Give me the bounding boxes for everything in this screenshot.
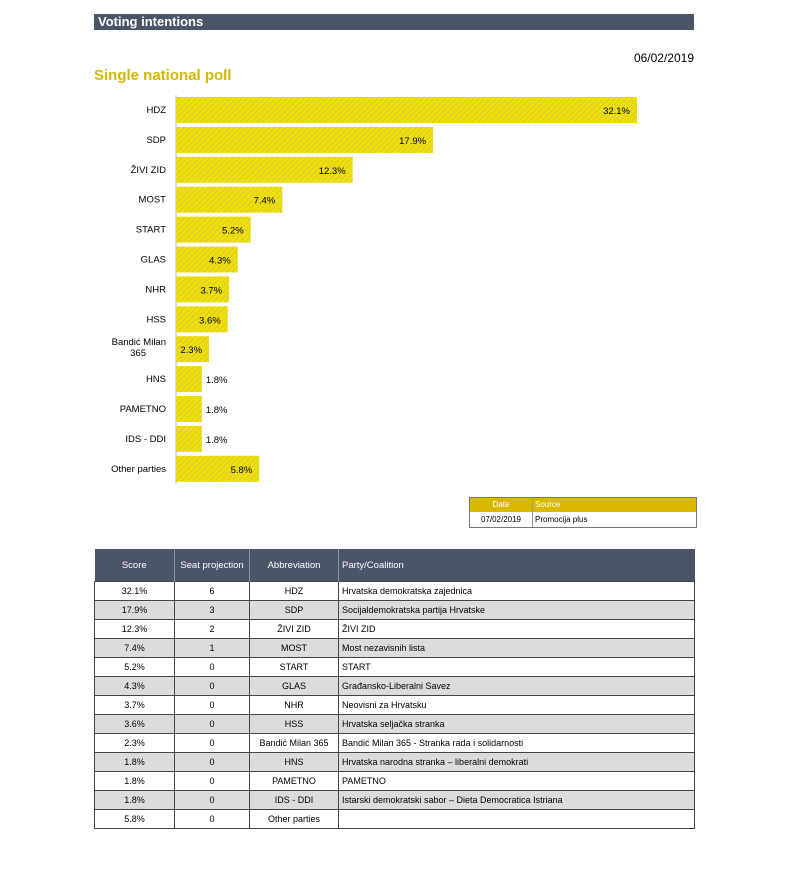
value-label: 3.7%: [200, 285, 223, 297]
category-label: ŽIVI ZID: [130, 164, 166, 176]
table-row: [95, 639, 695, 658]
seat-cell: 0: [175, 772, 250, 791]
seat-cell: 1: [175, 639, 250, 658]
seat-projection-header: Seat projection: [175, 549, 250, 582]
seat-cell: 0: [175, 734, 250, 753]
bar: [176, 97, 637, 123]
table-row: [95, 753, 695, 772]
abbreviation-cell: ŽIVI ZID: [250, 620, 339, 639]
abbreviation-cell: NHR: [250, 696, 339, 715]
abbreviation-cell: IDS - DDI: [250, 791, 339, 810]
category-label: GLAS: [140, 254, 166, 266]
category-label: HNS: [145, 374, 166, 386]
party-cell: START: [339, 658, 695, 677]
value-label: 5.2%: [222, 225, 244, 237]
score-cell: 17.9%: [95, 601, 175, 620]
abbreviation-cell: START: [250, 658, 339, 677]
party-cell: ŽIVI ZID: [339, 620, 695, 639]
table-row: [95, 601, 695, 620]
abbreviation-cell: HDZ: [250, 582, 339, 601]
table-row: [95, 677, 695, 696]
abbreviation-cell: PAMETNO: [250, 772, 339, 791]
seat-cell: 0: [175, 658, 250, 677]
table-row: [95, 791, 695, 810]
seat-cell: 0: [175, 696, 250, 715]
seat-cell: 0: [175, 753, 250, 772]
party-cell: Socijaldemokratska partija Hrvatske: [339, 601, 695, 620]
seat-cell: 6: [175, 582, 250, 601]
source-date-header: Date: [470, 498, 533, 512]
score-cell: 1.8%: [95, 791, 175, 810]
table-row: [95, 582, 695, 601]
seat-cell: 0: [175, 810, 250, 829]
party-cell: [339, 810, 695, 829]
category-label: NHR: [145, 284, 166, 296]
seat-cell: 3: [175, 601, 250, 620]
score-cell: 7.4%: [95, 639, 175, 658]
score-cell: 3.6%: [95, 715, 175, 734]
score-cell: 2.3%: [95, 734, 175, 753]
table-row: [95, 715, 695, 734]
category-label: HSS: [146, 314, 166, 326]
value-label: 1.8%: [205, 434, 228, 446]
category-label: START: [135, 224, 166, 236]
party-cell: Bandić Milan 365 - Stranka rada i solidarnosti: [339, 734, 695, 753]
value-label: 17.9%: [399, 135, 427, 147]
score-cell: 1.8%: [95, 772, 175, 791]
score-cell: 32.1%: [95, 582, 175, 601]
party-cell: Hrvatska seljačka stranka: [339, 715, 695, 734]
value-label: 3.6%: [199, 315, 221, 327]
category-label: SDP: [146, 134, 166, 146]
source-date: 07/02/2019: [470, 512, 533, 527]
table-row: [95, 810, 695, 829]
abbreviation-cell: HNS: [250, 753, 339, 772]
results-table: [94, 549, 695, 829]
abbreviation-cell: SDP: [250, 601, 339, 620]
category-label: PAMETNO: [119, 404, 166, 415]
category-label: Other parties: [111, 463, 166, 475]
abbreviation-cell: Other parties: [250, 810, 339, 829]
party-cell: Istarski demokratski sabor – Dieta Democratica Istriana: [339, 791, 695, 810]
party-header: Party/Coalition: [339, 549, 695, 582]
value-label: 32.1%: [603, 106, 630, 117]
abbreviation-cell: MOST: [250, 639, 339, 658]
table-row: [95, 620, 695, 639]
table-row: [95, 772, 695, 791]
source-box: [469, 497, 697, 528]
value-label: 1.8%: [205, 405, 228, 416]
party-cell: Most nezavisnih lista: [339, 639, 695, 658]
party-cell: PAMETNO: [339, 772, 695, 791]
table-row: [95, 696, 695, 715]
value-label: 2.3%: [180, 345, 203, 357]
section-header: Voting intentions: [94, 14, 694, 30]
value-label: 4.3%: [209, 255, 231, 267]
poll-date: 06/02/2019: [633, 51, 694, 65]
bar: [176, 127, 433, 153]
score-cell: 5.8%: [95, 810, 175, 829]
party-cell: Neovisni za Hrvatsku: [339, 696, 695, 715]
seat-cell: 0: [175, 791, 250, 810]
seat-cell: 0: [175, 677, 250, 696]
score-cell: 1.8%: [95, 753, 175, 772]
abbreviation-cell: Bandić Milan 365: [250, 734, 339, 753]
seat-cell: 2: [175, 620, 250, 639]
value-label: 12.3%: [318, 165, 346, 177]
score-cell: 5.2%: [95, 658, 175, 677]
category-label: IDS - DDI: [125, 433, 166, 445]
table-row: [95, 658, 695, 677]
table-row: [95, 734, 695, 753]
abbreviation-cell: HSS: [250, 715, 339, 734]
abbreviation-header: Abbreviation: [250, 549, 339, 582]
category-label: MOST: [138, 194, 166, 206]
party-cell: Hrvatska demokratska zajednica: [339, 582, 695, 601]
table-header-row: [95, 549, 695, 582]
score-cell: 4.3%: [95, 677, 175, 696]
party-cell: Građansko-Liberalni Savez: [339, 677, 695, 696]
category-label: HDZ: [146, 105, 166, 116]
bar: [176, 366, 202, 392]
value-label: 5.8%: [230, 464, 253, 476]
score-cell: 12.3%: [95, 620, 175, 639]
value-label: 7.4%: [253, 195, 276, 207]
score-cell: 3.7%: [95, 696, 175, 715]
abbreviation-cell: GLAS: [250, 677, 339, 696]
source-name: Promocija plus: [535, 515, 588, 524]
bar: [176, 426, 202, 452]
seat-cell: 0: [175, 715, 250, 734]
chart-title: Single national poll: [94, 67, 232, 84]
bar: [176, 396, 202, 422]
score-header: Score: [95, 549, 175, 582]
source-name-header: Source: [535, 500, 561, 509]
value-label: 1.8%: [205, 375, 228, 387]
party-cell: Hrvatska narodna stranka – liberalni demokrati: [339, 753, 695, 772]
category-label: Bandić Milan 365: [111, 337, 166, 360]
